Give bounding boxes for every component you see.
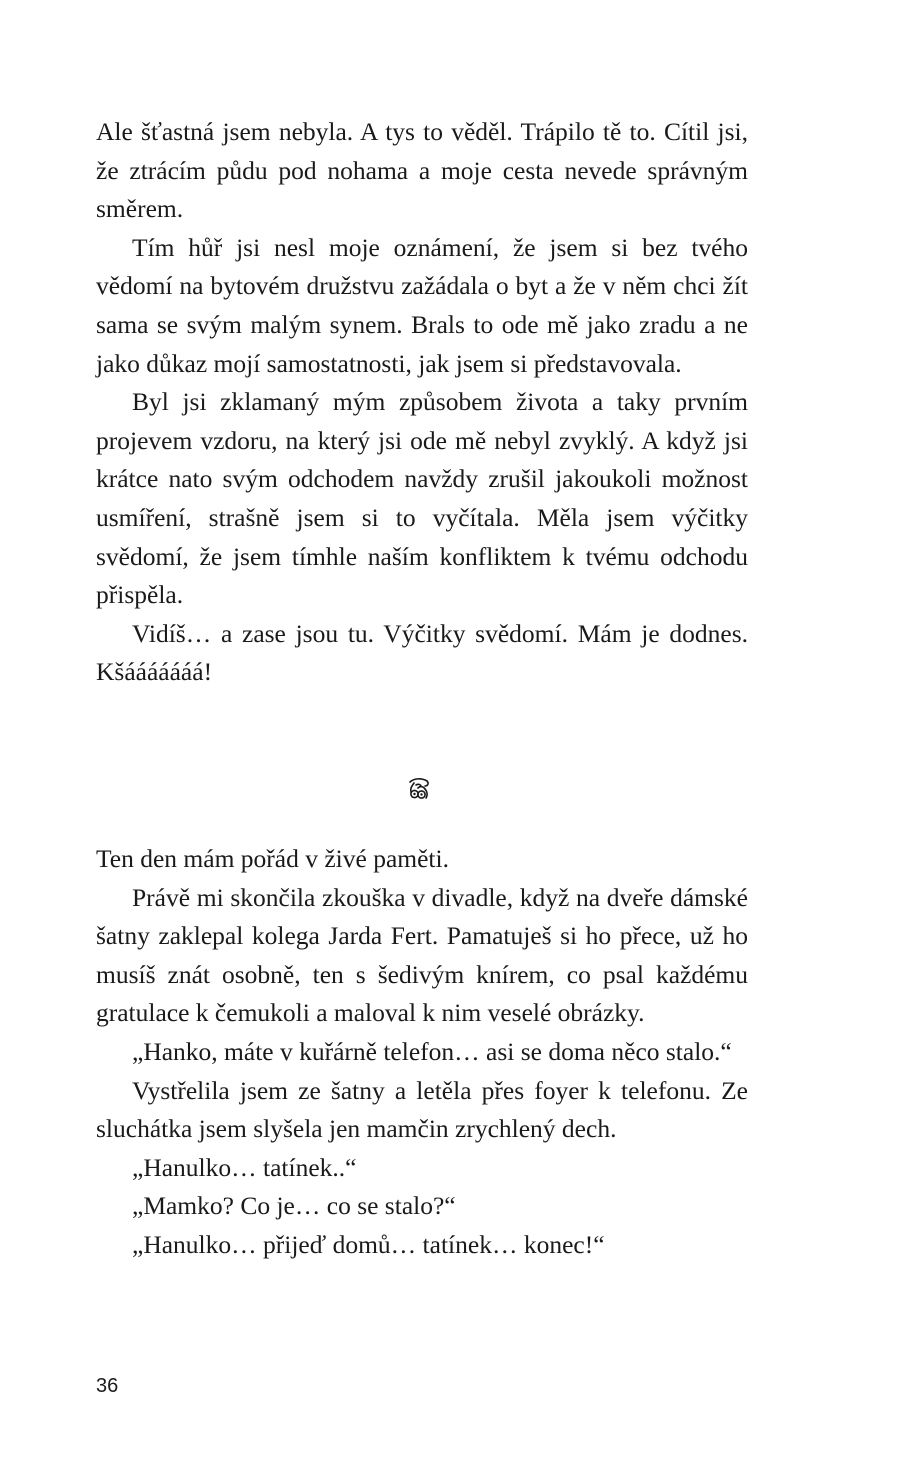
paragraph: Tím hůř jsi nesl moje oznámení, že jsem si bez tvého vědomí na bytovém družstvu zažádala o byt a že v něm chci žít sama se svým malým synem. Brals to ode mě jako zradu a ne jako důkaz mojí samostatnosti, jak jsem si představovala. bbox=[96, 232, 748, 378]
paragraph: Ale šťastná jsem nebyla. A tys to věděl. Trápilo tě to. Cítil jsi, že ztrácím půdu pod nohama a moje cesta nevede správným směrem. bbox=[96, 117, 748, 224]
paragraph: Právě mi skončila zkouška v divadle, když na dveře dámské šatny zaklepal kolega Jarda Fert. Pamatuješ si ho přece, už ho musíš znát osobně, ten s šedivým knírem, co psal každému gratulace k čemukoli a maloval k nim veselé obrázky. bbox=[96, 882, 748, 1028]
page-number: 36 bbox=[96, 1375, 119, 1397]
text-section-two bbox=[96, 840, 748, 1265]
floral-ornament-icon bbox=[406, 776, 432, 802]
floral-ornament-icon bbox=[406, 776, 432, 802]
paragraph: Byl jsi zklamaný mým způsobem života a taky prvním projevem vzdoru, na který jsi ode mě nebyl zvyklý. A když jsi krátce nato svým odchodem navždy zrušil jakoukoli možnost usmíření, strašně jsem si to vyčítala. Měla jsem výčitky svědomí, že jsem tímhle naším konfliktem k tvému odchodu přispěla. bbox=[96, 387, 748, 610]
paragraph: „Mamko? Co je… co se stalo?“ bbox=[132, 1191, 456, 1221]
paragraph: „Hanulko… přijeď domů… tatínek… konec!“ bbox=[132, 1229, 605, 1259]
paragraph: Vystřelila jsem ze šatny a letěla přes foyer k telefonu. Ze sluchátka jsem slyšela jen mamčin zrychlený dech. bbox=[96, 1075, 748, 1144]
paragraph: Vidíš… a zase jsou tu. Výčitky svědomí. Mám je dodnes. Kšááááááá! bbox=[96, 618, 748, 687]
paragraph: Ten den mám pořád v živé paměti. bbox=[96, 844, 449, 873]
paragraph: „Hanko, máte v kuřárně telefon… asi se doma něco stalo.“ bbox=[132, 1036, 732, 1066]
text-section-one bbox=[96, 113, 748, 692]
paragraph: „Hanulko… tatínek..“ bbox=[132, 1152, 357, 1182]
